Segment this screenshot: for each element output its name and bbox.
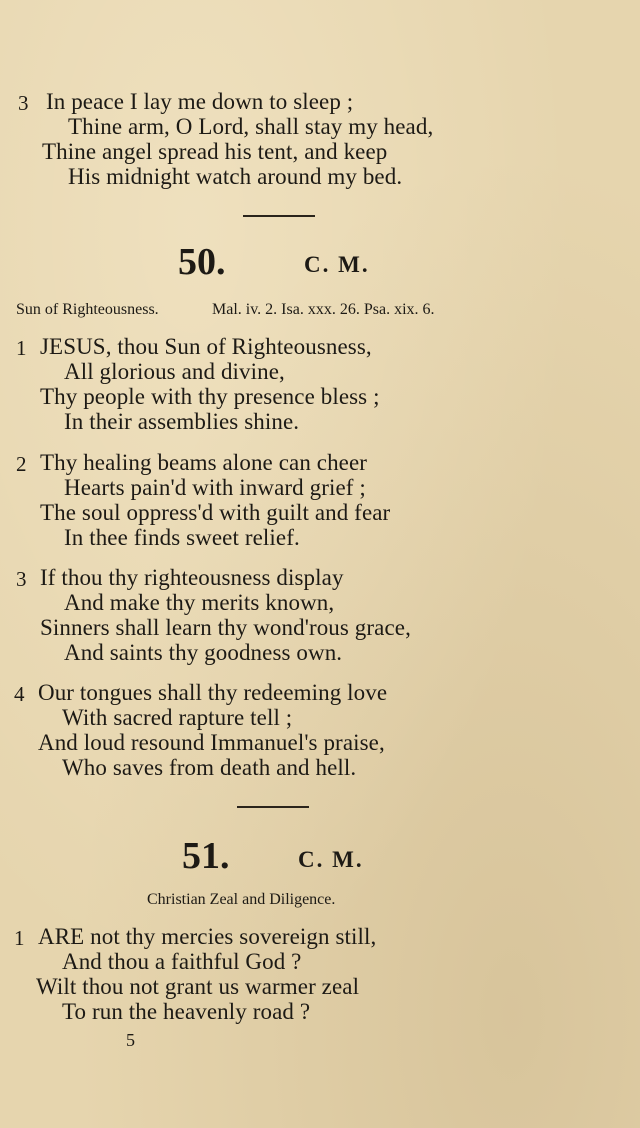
stanza-number: 4 [14,682,25,706]
verse-line: And saints thy goodness own. [64,640,343,665]
verse-line: Thy people with thy presence bless ; [40,384,380,409]
hymn-title: Christian Zeal and Diligence. [147,891,336,908]
verse-line: Thy healing beams alone can cheer [40,450,368,475]
stanza-number: 3 [16,567,27,591]
verse-line: Thine angel spread his tent, and keep [42,139,388,164]
verse-line: ARE not thy mercies sovereign still, [38,924,377,949]
section-divider [243,215,315,217]
verse-line: His midnight watch around my bed. [68,164,403,189]
verse-line: Wilt thou not grant us warmer zeal [36,974,360,999]
verse-line: JESUS, thou Sun of Righteousness, [40,334,372,359]
verse-line: Sinners shall learn thy wond'rous grace, [40,615,411,640]
hymn-meter: C. M. [298,847,364,872]
verse-line: In their assemblies shine. [64,409,300,434]
stanza-number: 2 [16,452,27,476]
hymn-title: Sun of Righteousness. [16,301,159,318]
verse-line: All glorious and divine, [64,359,285,384]
verse-line: And loud resound Immanuel's praise, [38,730,385,755]
verse-line: Hearts pain'd with inward grief ; [64,475,366,500]
verse-line: To run the heavenly road ? [62,999,311,1024]
hymn-meter: C. M. [304,252,370,277]
verse-line: In thee finds sweet relief. [64,525,300,550]
verse-line: Thine arm, O Lord, shall stay my head, [68,114,434,139]
stanza-number: 1 [16,336,27,360]
stanza-number: 3 [18,91,29,115]
scripture-references: Mal. iv. 2. Isa. xxx. 26. Psa. xix. 6. [212,301,435,318]
verse-line: Who saves from death and hell. [62,755,357,780]
section-divider [237,806,309,808]
verse-line: The soul oppress'd with guilt and fear [40,500,391,525]
stanza-number: 1 [14,926,25,950]
verse-line: And make thy merits known, [64,590,335,615]
signature-mark: 5 [126,1030,135,1050]
hymn-number: 50. [178,241,226,283]
verse-line: In peace I lay me down to sleep ; [46,89,354,114]
hymn-number: 51. [182,835,230,877]
verse-line: Our tongues shall thy redeeming love [38,680,388,705]
verse-line: If thou thy righteousness display [40,565,344,590]
verse-line: With sacred rapture tell ; [62,705,293,730]
verse-line: And thou a faithful God ? [62,949,302,974]
